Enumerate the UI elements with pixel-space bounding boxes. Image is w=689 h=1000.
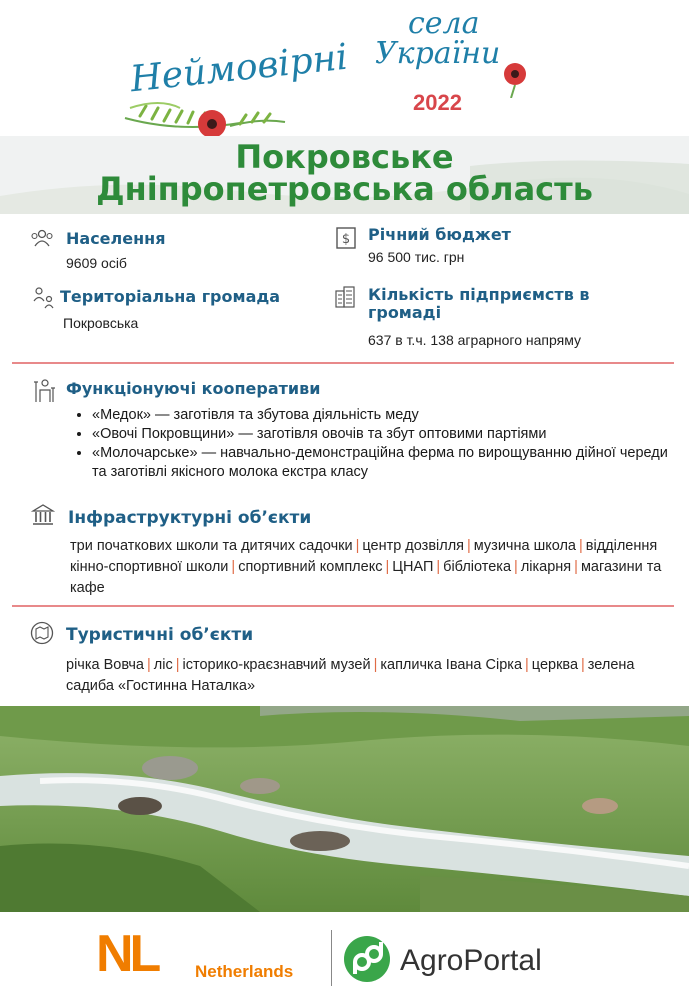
enterprises-value: 637 в т.ч. 138 аграрного напряму <box>368 332 581 348</box>
separator: | <box>467 538 471 554</box>
logo-word-2: села <box>408 6 480 41</box>
logo-year: 2022 <box>413 90 462 115</box>
agroportal-logo-icon <box>342 934 396 984</box>
tourism-item: ліс <box>153 657 173 673</box>
institution-icon <box>31 503 55 527</box>
footer-divider <box>331 930 332 986</box>
infrastructure-title: Інфраструктурні об’єкти <box>68 508 312 528</box>
infra-item: центр дозвілля <box>362 538 465 554</box>
population-label: Населення <box>66 229 166 248</box>
river-photo <box>0 706 689 912</box>
people-icon <box>30 228 54 248</box>
list-item: • «Молочарське» — навчально-демонстраційна ферма по вирощуванню дійної череди та заготівлі якісного молока екстра класу <box>92 444 672 482</box>
infra-item: магазини та кафе <box>70 559 662 596</box>
separator: | <box>581 657 585 673</box>
separator: | <box>147 657 151 673</box>
separator: | <box>231 559 236 575</box>
enterprises-label: Кількість підприємств в громаді <box>368 285 590 322</box>
agroportal-logo-text: AgroPortal <box>400 944 542 977</box>
tourism-item: церква <box>531 657 579 673</box>
list-item: • «Овочі Покровщини» — заготівля овочів та збут оптовими партіями <box>92 425 672 444</box>
region-name: Дніпропетровська область <box>96 170 593 208</box>
logo-word-3: України <box>375 36 501 71</box>
cooperatives-title: Функціонуючі кооперативи <box>66 379 321 398</box>
budget-label: Річний бюджет <box>368 225 511 244</box>
separator: | <box>436 559 441 575</box>
money-icon <box>335 226 357 250</box>
poppy-icon <box>495 58 535 98</box>
map-icon <box>30 621 54 645</box>
separator: | <box>385 559 390 575</box>
farmer-icon <box>33 378 57 404</box>
cooperatives-list <box>72 406 672 482</box>
separator: | <box>355 538 360 554</box>
infra-item: спортивний комплекс <box>238 559 383 575</box>
village-name: Покровське <box>235 138 454 176</box>
netherlands-logo-text: Netherlands <box>195 962 294 981</box>
tourism-item: капличка Івана Сірка <box>380 657 523 673</box>
separator: | <box>514 559 518 575</box>
tourism-title: Туристичні об’єкти <box>66 625 254 645</box>
infra-item: три початкових школи та дитячих садочки <box>70 538 353 554</box>
infra-item: музична школа <box>473 538 576 554</box>
infra-item: лікарня <box>520 559 572 575</box>
svg-text:$: $ <box>341 232 351 247</box>
separator: | <box>525 657 529 673</box>
separator: | <box>373 657 378 673</box>
infra-item: відділення кінно-спортивної школи <box>70 538 658 575</box>
tourism-item: річка Вовча <box>66 657 145 673</box>
separator: | <box>579 538 583 554</box>
infrastructure-text <box>70 536 665 599</box>
separator: | <box>175 657 180 673</box>
budget-value: 96 500 тис. грн <box>368 249 465 265</box>
building-icon <box>333 285 357 309</box>
logo-word-1: Неймовірні <box>128 36 350 101</box>
tourism-item: історико-краєзнавчий музей <box>182 657 371 673</box>
infra-item: ЦНАП <box>392 559 434 575</box>
list-item: • «Медок» — заготівля та збутова діяльність меду <box>92 406 672 425</box>
section-divider <box>12 362 674 364</box>
community-value: Покровська <box>63 315 139 331</box>
netherlands-logo-mark: NL <box>96 925 158 983</box>
community-label: Територіальна громада <box>60 287 281 306</box>
tourism-item: зелена садиба «Гостинна Наталка» <box>66 657 635 694</box>
separator: | <box>574 559 578 575</box>
population-value: 9609 осіб <box>66 255 127 271</box>
community-icon <box>32 285 56 309</box>
section-divider <box>12 605 674 607</box>
infra-item: бібліотека <box>443 559 512 575</box>
tourism-text <box>66 655 666 697</box>
